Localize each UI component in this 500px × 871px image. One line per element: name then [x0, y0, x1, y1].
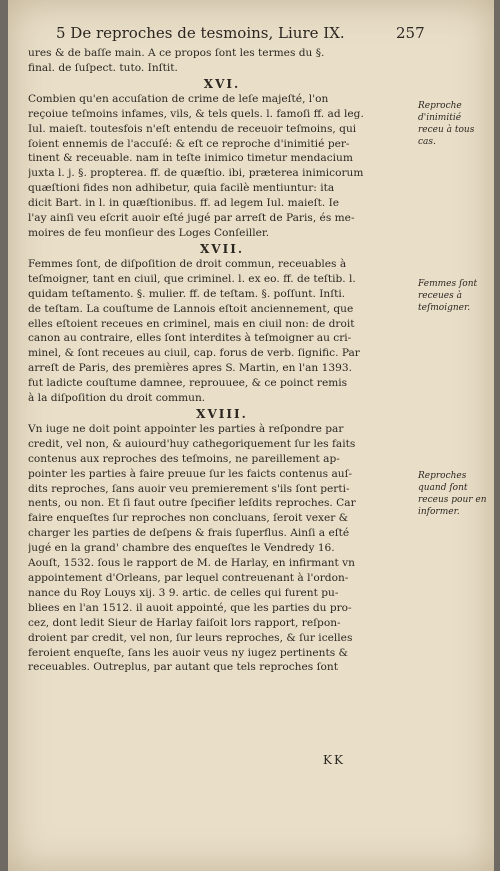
text-line: teſmoigner, tant en ciuil, que criminel. l. ex eo. ff. de teſtib. l.: [28, 272, 356, 285]
text-line: faire enqueſtes ſur reproches non concluans, ſeroit vexer &: [28, 512, 349, 525]
text-line: jugé en la grand' chambre des enqueſtes le Vendredy 16.: [28, 542, 335, 555]
section-heading: XVII.: [199, 241, 245, 256]
text-line: juxta l. j. §. propterea. ff. de quæſtio. ibi, præterea inimicorum: [28, 167, 364, 180]
page-number: 257: [396, 24, 425, 42]
text-line: Iul. maieſt. toutesfois n'eſt entendu de receuoir teſmoins, qui: [28, 122, 357, 135]
text-line: à la diſpoſition du droit commun.: [28, 392, 206, 405]
running-header: [56, 24, 425, 42]
text-line: Femmes ſont, de diſpoſition de droit commun, receuables à: [28, 257, 347, 270]
text-line: appointement d'Orleans, par lequel contreuenant à l'ordon-: [28, 572, 349, 584]
text-line: nents, ou non. Et ſi faut outre ſpecifier leſdits reproches. Car: [28, 497, 356, 510]
text-line: elles eſtoient receues en criminel, mais en ciuil non: de droit: [28, 317, 355, 330]
section-heading: XVIII.: [196, 406, 248, 421]
text-line: minel, & ſont receues au ciuil, cap. forus de verb. ſignific. Par: [28, 347, 360, 360]
text-line: canon au contraire, elles ſont interdites à teſmoigner au cri-: [28, 332, 352, 345]
text-line: receuables. Outreplus, par autant que tels reproches ſont: [28, 661, 338, 674]
signature-mark: KK: [323, 753, 345, 767]
header-title: 5 De reproches de tesmoins, Liure IX.: [56, 24, 345, 42]
text-line: fut ladicte couſtume damnee, reprouuee, & ce poinct remis: [28, 377, 348, 390]
text-line: nance du Roy Louys xij. 3 9. artic. de celles qui furent pu-: [28, 586, 339, 599]
section-heading: XVI.: [203, 76, 241, 91]
margin-note: Reproche d'inimitié receu à tous cas.: [418, 101, 475, 147]
text-line: cez, dont ledit Sieur de Harlay faiſoit lors rapport, reſpon-: [28, 616, 341, 629]
margin-note: Femmes ſont receues à teſmoigner.: [418, 279, 478, 313]
text-line: feroient enqueſte, ſans les auoir veus ny iugez pertinents &: [28, 646, 348, 659]
text-line: dits reproches, ſans auoir veu premierement s'ils ſont perti-: [28, 482, 350, 495]
text-line: dicit Bart. in l. in quæſtionibus. ff. ad legem Iul. maieſt. Ie: [28, 197, 340, 210]
text-line: pointer les parties à faire preuue ſur les faicts contenus auſ-: [28, 467, 353, 480]
text-line: contenus aux reproches des teſmoins, ne pareillement ap-: [28, 452, 340, 465]
text-line: quidam teſtamento. §. mulier. ff. de teſtam. §. poſſunt. Inſti.: [28, 287, 346, 300]
text-line: final. de ſuſpect. tuto. Inſtit.: [28, 61, 178, 74]
text-line: l'ay ainſi veu eſcrit auoir eſté jugé par arreſt de Paris, és me-: [28, 212, 355, 225]
text-line: Aouſt, 1532. ſous le rapport de M. de Harlay, en infirmant vn: [28, 557, 355, 570]
text-line: quæſtioni fides non adhibetur, quia facilè mentiuntur: ita: [28, 182, 335, 195]
text-body: [28, 46, 416, 675]
text-line: Combien qu'en accuſation de crime de leſe majeſté, l'on: [28, 92, 329, 105]
book-page: [8, 0, 494, 871]
text-line: charger les parties de deſpens & frais ſuperflus. Ainſi a eſté: [28, 527, 350, 540]
text-line: tinent & receuable. nam in teſte inimico timetur mendacium: [28, 152, 353, 165]
text-line: arreſt de Paris, des premières apres S. Martin, en l'an 1393.: [28, 362, 352, 375]
text-line: droient par credit, vel non, ſur leurs reproches, & ſur icelles: [28, 631, 353, 644]
text-line: Vn iuge ne doit point appointer les parties à reſpondre par: [28, 422, 344, 435]
text-line: credit, vel non, & auiourd'huy cathegoriquement ſur les faits: [28, 437, 356, 450]
text-line: bliees en l'an 1512. il auoit appointé, que les parties du pro-: [28, 601, 352, 614]
text-line: ures & de baſſe main. A ce propos ſont les termes du §.: [28, 47, 325, 59]
text-line: moires de feu monſieur des Loges Conſeiller.: [28, 226, 270, 239]
text-line: ſoient ennemis de l'accuſé: & eſt ce reproche d'inimitié per-: [28, 137, 350, 150]
text-line: de teſtam. La couſtume de Lannois eſtoit anciennement, que: [28, 302, 354, 315]
margin-note: Reproches quand ſont receus pour en informer.: [418, 471, 487, 517]
text-line: reçoiue teſmoins infames, vils, & tels quels. l. famoſi ff. ad leg.: [28, 107, 364, 120]
